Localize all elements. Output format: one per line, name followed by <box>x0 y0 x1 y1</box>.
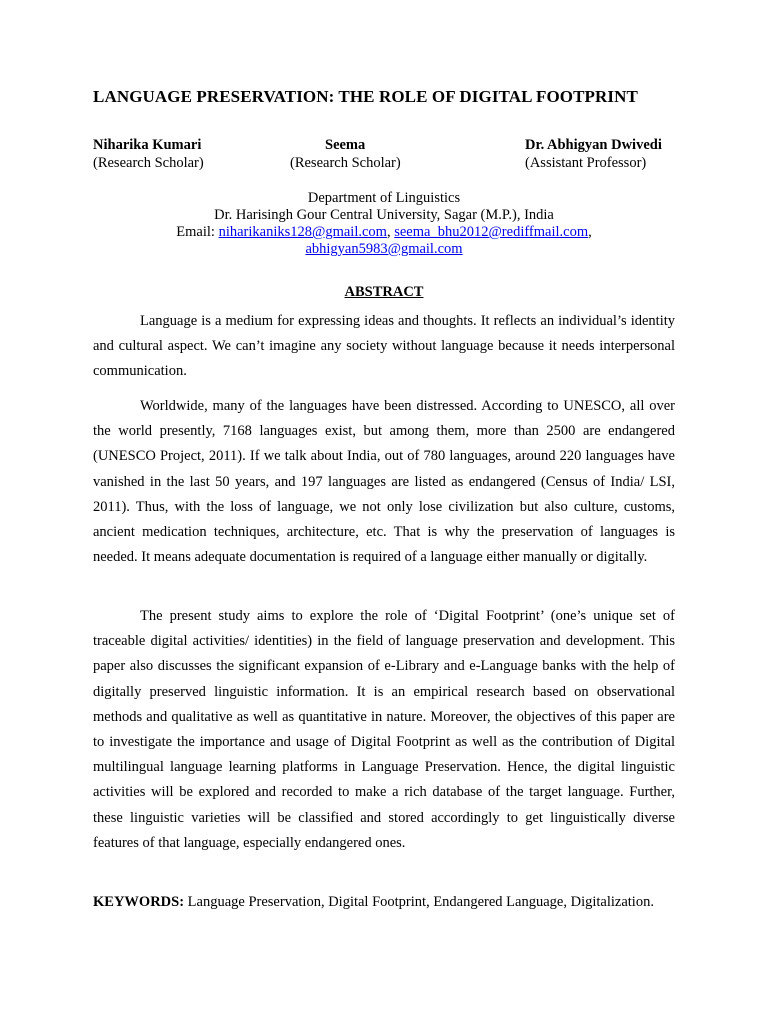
email-label: Email: <box>176 224 215 240</box>
keywords-text: Language Preservation, Digital Footprint, Endangered Language, Digitalization. <box>187 894 654 910</box>
abstract-paragraph-2: Worldwide, many of the languages have been distressed. According to UNESCO, all over the world presently, 7168 languages exist, but among them, more than 2500 are endangered (UNESCO Project, 2011). If we talk about India, out of 780 languages, around 220 languages have vanished in the last 50 years, and 197 languages are listed as endangered (Census of India/ LSI, 2011). Thus, with the loss of language, we not only lose civilization but also culture, customs, ancient medication techniques, architecture, etc. That is why the preservation of languages is needed. It means adequate documentation is required of a language either manually or digitally. <box>93 398 675 566</box>
author-block <box>93 136 675 176</box>
author-name: Niharika Kumari <box>93 137 202 153</box>
author-role: (Research Scholar) <box>93 155 204 171</box>
keywords <box>93 893 675 912</box>
abstract-paragraph-3: The present study aims to explore the role of ‘Digital Footprint’ (one’s unique set of traceable digital activities/ identities) in the field of language preservation and development. This paper also discusses the significant expansion of e-Library and e-Language banks with the help of digitally preserved linguistic information. It is an empirical research based on observational methods and qualitative as well as quantitative in nature. Moreover, the objectives of this paper are to investigate the importance and usage of Digital Footprint as well as the contribution of Digital multilingual language learning platforms in Language Preservation. Hence, the digital linguistic activities will be explored and recorded to make a rich database of the target language. Further, these linguistic varieties will be classified and stored accordingly to get linguistically diverse features of that language, especially endangered ones. <box>93 608 675 851</box>
department: Department of Linguistics <box>307 190 461 206</box>
email-line-2 <box>93 241 675 258</box>
affiliation-block <box>93 190 675 258</box>
author-2 <box>290 136 401 172</box>
university: Dr. Harisingh Gour Central University, Sagar (M.P.), India <box>214 207 554 223</box>
author-3 <box>525 136 662 172</box>
abstract-paragraph-1: Language is a medium for expressing ideas and thoughts. It reflects an individual’s identity and cultural aspect. We can’t imagine any society without language because it needs interpersonal communication. <box>93 313 675 380</box>
abstract-heading: ABSTRACT <box>344 284 424 300</box>
author-role: (Research Scholar) <box>290 155 401 171</box>
email-link-2[interactable]: seema_bhu2012@rediffmail.com <box>394 224 589 240</box>
author-name: Seema <box>325 137 366 153</box>
author-1 <box>93 136 204 172</box>
email-link-3[interactable]: abhigyan5983@gmail.com <box>305 241 463 257</box>
author-role: (Assistant Professor) <box>525 155 647 171</box>
email-line: Email: niharikaniks128@gmail.com, seema_bhu2012@rediffmail.com, <box>176 224 592 240</box>
keywords-label: KEYWORDS: <box>93 894 185 910</box>
paper-title: LANGUAGE PRESERVATION: THE ROLE OF DIGITAL FOOTPRINT <box>93 87 638 106</box>
email-link-1[interactable]: niharikaniks128@gmail.com <box>218 224 387 240</box>
author-name: Dr. Abhigyan Dwivedi <box>525 137 662 153</box>
